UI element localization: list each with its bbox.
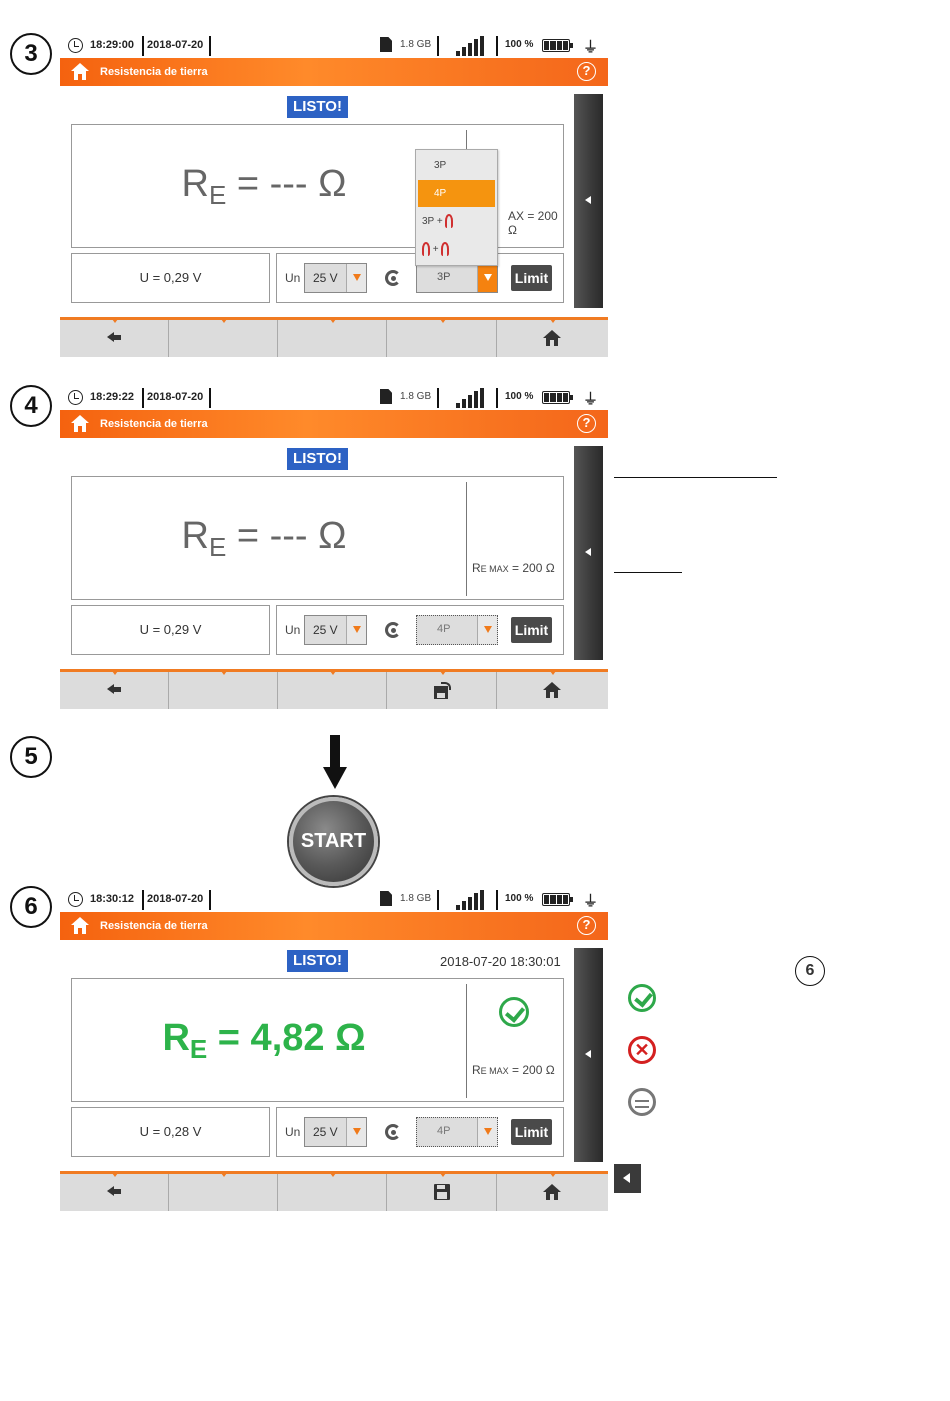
status-bar (60, 386, 608, 410)
home-icon (543, 1184, 561, 1200)
signal-icon (456, 388, 486, 408)
separator (209, 388, 211, 408)
dropdown-option-3p-clamp[interactable]: 3P + (418, 208, 495, 235)
help-icon[interactable]: ? (577, 414, 596, 433)
chevron-down-icon (346, 264, 366, 292)
ready-badge: LISTO! (287, 950, 348, 972)
save-icon (434, 1184, 450, 1200)
memory-icon (434, 682, 451, 699)
screen-title: Resistencia de tierra (100, 418, 208, 430)
status-date: 2018-07-20 (147, 39, 204, 51)
pass-check-icon (628, 984, 656, 1012)
callout-line (614, 477, 777, 478)
clamp-probe-icon (422, 242, 430, 256)
separator (437, 890, 439, 910)
battery-label: 100 % (505, 39, 534, 50)
nav-save-button[interactable] (388, 1174, 497, 1211)
result-panel (71, 978, 564, 1102)
signal-icon (456, 890, 486, 910)
nav-back-button[interactable] (60, 320, 169, 357)
title-bar (60, 912, 608, 940)
screen-title: Resistencia de tierra (100, 66, 208, 78)
dropdown-option-4p[interactable]: 4P (418, 180, 495, 207)
title-bar (60, 58, 608, 86)
step-4-marker: 4 (10, 385, 52, 427)
nav-empty-button (278, 320, 387, 357)
separator (209, 36, 211, 56)
clock-icon (68, 390, 83, 405)
side-panel-toggle[interactable] (574, 948, 603, 1162)
plug-icon: ⏚ (583, 893, 599, 910)
battery-icon (542, 39, 570, 52)
nav-memory-button[interactable] (388, 672, 497, 709)
settings-panel (276, 605, 564, 655)
chevron-down-icon (477, 264, 497, 292)
screen-title: Resistencia de tierra (100, 920, 208, 932)
no-evaluation-icon (628, 1088, 656, 1116)
bottom-nav (60, 317, 608, 357)
plug-icon: ⏚ (583, 39, 599, 56)
status-time: 18:29:22 (90, 391, 135, 403)
help-icon[interactable]: ? (577, 62, 596, 81)
chevron-down-icon (346, 1118, 366, 1146)
status-date: 2018-07-20 (147, 391, 204, 403)
separator (496, 890, 498, 910)
divider (466, 984, 467, 1098)
screen-step-3 (60, 34, 608, 361)
result-value: $R_E$ = --- Ω (181, 515, 347, 562)
nav-empty-button (388, 320, 497, 357)
side-panel-toggle[interactable] (574, 446, 603, 660)
limit-button[interactable]: Limit (511, 1119, 552, 1145)
separator (496, 36, 498, 56)
status-time: 18:29:00 (90, 39, 135, 51)
limit-value: RE MAX = 200 Ω (472, 561, 555, 575)
method-select[interactable]: 4P (416, 615, 498, 645)
separator (142, 36, 144, 56)
sd-card-icon (380, 891, 392, 906)
dropdown-option-3p[interactable]: 3P (434, 160, 447, 171)
start-button[interactable]: START (289, 797, 378, 886)
ready-badge: LISTO! (287, 96, 348, 118)
callout-line (614, 572, 682, 573)
method-dropdown[interactable] (415, 149, 498, 266)
limit-button[interactable]: Limit (511, 265, 552, 291)
nav-back-button[interactable] (60, 1174, 169, 1211)
voltage-readout: U = 0,29 V (71, 605, 270, 655)
un-voltage-select[interactable]: 25 V (304, 615, 367, 645)
clamp-probe-icon (445, 214, 453, 228)
bottom-nav (60, 669, 608, 709)
clock-icon (68, 892, 83, 907)
storage-label: 1.8 GB (400, 39, 432, 50)
ready-badge: LISTO! (287, 448, 348, 470)
dropdown-option-two-clamps[interactable]: + (418, 236, 495, 263)
separator (209, 890, 211, 910)
un-label: Un (285, 271, 301, 285)
side-panel-toggle[interactable] (574, 94, 603, 308)
step-6-marker: 6 (10, 886, 52, 928)
chevron-down-icon (477, 616, 497, 644)
back-arrow-icon (107, 1186, 121, 1197)
battery-icon (542, 893, 570, 906)
fail-x-icon: ✕ (628, 1036, 656, 1064)
divider (466, 482, 467, 596)
result-value: $R_E = 4,82$ Ω (162, 1017, 366, 1064)
battery-label: 100 % (505, 391, 534, 402)
pass-check-icon (499, 997, 529, 1027)
separator (437, 36, 439, 56)
home-icon[interactable] (71, 63, 89, 80)
expand-arrow-icon (585, 548, 591, 556)
clock-icon (68, 38, 83, 53)
separator (142, 388, 144, 408)
screen-step-4 (60, 386, 608, 713)
nav-back-button[interactable] (60, 672, 169, 709)
back-arrow-icon (107, 332, 121, 343)
home-icon[interactable] (71, 917, 89, 934)
step-5-marker: 5 (10, 736, 52, 778)
nav-home-button[interactable] (498, 672, 607, 709)
nav-home-button[interactable] (498, 320, 607, 357)
un-label: Un (285, 1125, 301, 1139)
battery-label: 100 % (505, 893, 534, 904)
plug-icon: ⏚ (583, 391, 599, 408)
separator (142, 890, 144, 910)
clamp-probe-icon (441, 242, 449, 256)
limit-value-partial: AX = 200 Ω (508, 209, 558, 237)
legend-step-6-marker: 6 (795, 956, 825, 986)
voltage-readout: U = 0,28 V (71, 1107, 270, 1157)
nav-empty-button (169, 672, 278, 709)
screen-step-6 (60, 888, 608, 1215)
method-select[interactable]: 3P (416, 263, 498, 293)
nav-home-button[interactable] (498, 1174, 607, 1211)
bottom-nav (60, 1171, 608, 1211)
storage-label: 1.8 GB (400, 391, 432, 402)
expand-arrow-icon (585, 1050, 591, 1058)
limit-button[interactable]: Limit (511, 617, 552, 643)
separator (496, 388, 498, 408)
battery-icon (542, 391, 570, 404)
nav-empty-button (169, 320, 278, 357)
collapse-arrow-icon (614, 1164, 641, 1193)
clamp-icon (385, 1124, 401, 1140)
clamp-icon (385, 270, 401, 286)
nav-empty-button (278, 1174, 387, 1211)
nav-empty-button (169, 1174, 278, 1211)
un-voltage-select[interactable]: 25 V (304, 1117, 367, 1147)
voltage-readout: U = 0,29 V (71, 253, 270, 303)
sd-card-icon (380, 37, 392, 52)
status-time: 18:30:12 (90, 893, 135, 905)
signal-icon (456, 36, 486, 56)
status-bar (60, 888, 608, 912)
separator (437, 388, 439, 408)
help-icon[interactable]: ? (577, 916, 596, 935)
title-bar (60, 410, 608, 438)
un-label: Un (285, 623, 301, 637)
home-icon[interactable] (71, 415, 89, 432)
method-select[interactable]: 4P (416, 1117, 498, 1147)
home-icon (543, 682, 561, 698)
un-voltage-select[interactable]: 25 V (304, 263, 367, 293)
step-3-marker: 3 (10, 33, 52, 75)
status-bar (60, 34, 608, 58)
result-panel (71, 476, 564, 600)
measurement-timestamp: 2018-07-20 18:30:01 (440, 954, 561, 969)
status-date: 2018-07-20 (147, 893, 204, 905)
settings-panel (276, 1107, 564, 1157)
sd-card-icon (380, 389, 392, 404)
result-value: $R_E$ = --- Ω (181, 163, 347, 210)
arrow-down-icon (323, 735, 347, 789)
clamp-icon (385, 622, 401, 638)
limit-value: RE MAX = 200 Ω (472, 1063, 555, 1077)
back-arrow-icon (107, 684, 121, 695)
home-icon (543, 330, 561, 346)
storage-label: 1.8 GB (400, 893, 432, 904)
chevron-down-icon (346, 616, 366, 644)
chevron-down-icon (477, 1118, 497, 1146)
nav-empty-button (278, 672, 387, 709)
expand-arrow-icon (585, 196, 591, 204)
